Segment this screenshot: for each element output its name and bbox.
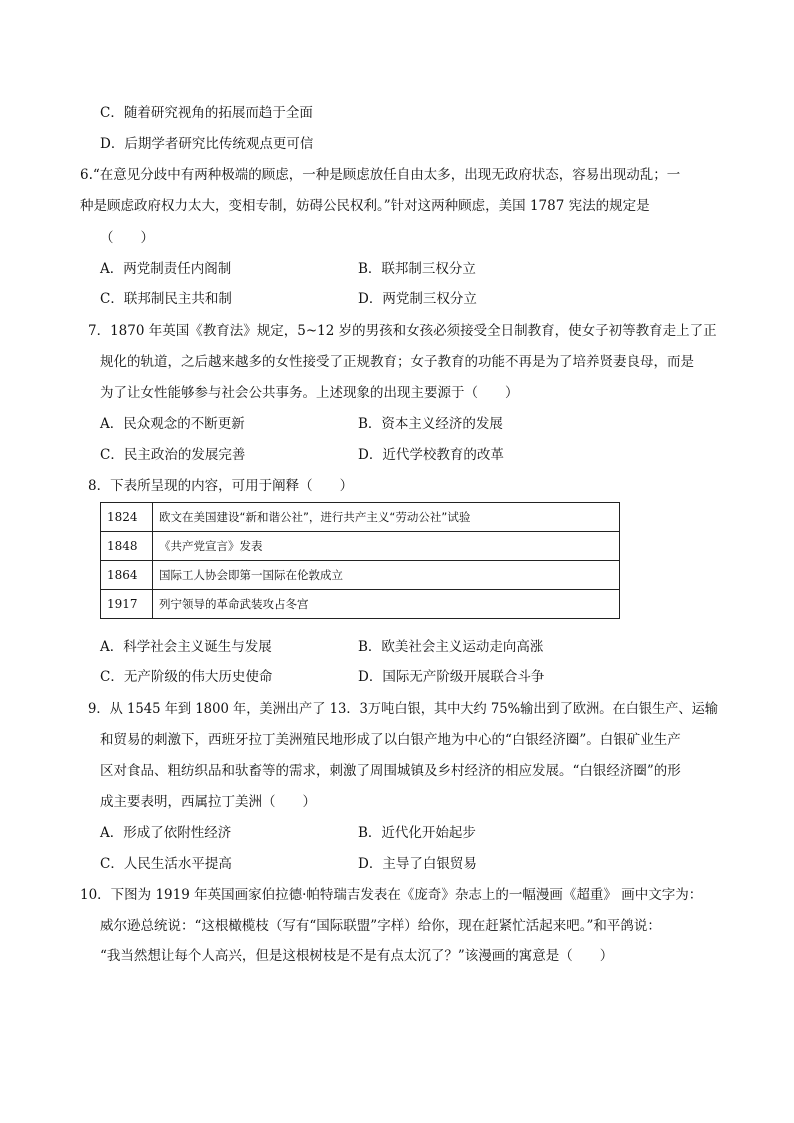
q6-option-d: D．两党制三权分立 xyxy=(358,291,477,307)
table-cell-event: 列宁领导的革命武装攻占冬宫 xyxy=(153,590,620,619)
q8-stem: 8．下表所呈现的内容，可用于阐释（ ） xyxy=(88,478,354,494)
q6-option-b: B．联邦制三权分立 xyxy=(358,261,476,277)
q8-timeline-table xyxy=(100,502,620,619)
q7-option-c: C．民主政治的发展完善 xyxy=(100,447,246,463)
q6-option-c: C．联邦制民主共和制 xyxy=(100,291,232,307)
q9-option-c: C．人民生活水平提高 xyxy=(100,856,232,872)
q9-stem-line-3: 区对食品、粗纺织品和驮畜等的需求，刺激了周围城镇及乡村经济的相应发展。“白银经济圈”的形 xyxy=(100,763,681,779)
table-row xyxy=(101,503,620,532)
q5-option-c: C．随着研究视角的拓展而趋于全面 xyxy=(100,105,313,121)
q9-stem-line-2: 和贸易的刺激下，西班牙拉丁美洲殖民地形成了以白银产地为中心的“白银经济圈”。白银矿业生产 xyxy=(100,732,681,748)
q10-stem-line-1: 10．下图为 1919 年英国画家伯拉德·帕特瑞吉发表在《庞奇》杂志上的一幅漫画《超重》 画中文字为： xyxy=(80,887,703,903)
q10-stem-line-3: “我当然想让每个人高兴，但是这根树枝是不是有点太沉了？”该漫画的寓意是（ ） xyxy=(100,948,614,964)
table-row xyxy=(101,561,620,590)
q9-option-a: A．形成了依附性经济 xyxy=(100,825,232,841)
table-cell-event: 《共产党宣言》发表 xyxy=(153,532,620,561)
q6-option-a: A．两党制责任内阁制 xyxy=(100,261,232,277)
q8-option-b: B．欧美社会主义运动走向高涨 xyxy=(358,639,544,655)
q9-stem-line-1: 9．从 1545 年到 1800 年，美洲出产了 13．3万吨白银，其中大约 75%输出到了欧洲。在白银生产、运输 xyxy=(88,701,718,717)
q8-option-c: C．无产阶级的伟大历史使命 xyxy=(100,669,273,685)
q7-option-d: D．近代学校教育的改革 xyxy=(358,447,504,463)
q7-stem-line-1: 7．1870 年英国《教育法》规定，5~12 岁的男孩和女孩必须接受全日制教育，使女子初等教育走上了正 xyxy=(88,323,717,339)
table-cell-event: 欧文在美国建设“新和谐公社”，进行共产主义“劳动公社”试验 xyxy=(153,503,620,532)
table-cell-year: 1848 xyxy=(101,532,153,561)
q5-option-d: D．后期学者研究比传统观点更可信 xyxy=(100,136,314,152)
q7-stem-line-3: 为了让女性能够参与社会公共事务。上述现象的出现主要源于（ ） xyxy=(100,385,519,401)
table-cell-year: 1824 xyxy=(101,503,153,532)
q7-option-b: B．资本主义经济的发展 xyxy=(358,416,503,432)
q6-stem-line-2: 种是顾虑政府权力太大，变相专制，妨碍公民权利。”针对这两种顾虑，美国 1787 宪法的规定是 xyxy=(80,198,650,214)
q6-stem-line-3: （ ） xyxy=(100,230,154,246)
q10-stem-line-2: 威尔逊总统说：“这根橄榄枝（写有“国际联盟”字样）给你，现在赶紧忙活起来吧。”和平鸽说： xyxy=(100,918,661,934)
table-row xyxy=(101,590,620,619)
q9-option-d: D．主导了白银贸易 xyxy=(358,856,477,872)
q8-option-d: D．国际无产阶级开展联合斗争 xyxy=(358,669,545,685)
table-cell-year: 1864 xyxy=(101,561,153,590)
q7-stem-line-2: 规化的轨道，之后越来越多的女性接受了正规教育；女子教育的功能不再是为了培养贤妻良母，而是 xyxy=(100,354,694,370)
q9-stem-line-4: 成主要表明，西属拉丁美洲（ ） xyxy=(100,794,316,810)
table-row xyxy=(101,532,620,561)
table-cell-event: 国际工人协会即第一国际在伦敦成立 xyxy=(153,561,620,590)
q9-option-b: B．近代化开始起步 xyxy=(358,825,476,841)
table-cell-year: 1917 xyxy=(101,590,153,619)
q6-stem-line-1: 6.“在意见分歧中有两种极端的顾虑，一种是顾虑放任自由太多，出现无政府状态，容易出现动乱；一 xyxy=(80,167,681,183)
q7-option-a: A．民众观念的不断更新 xyxy=(100,416,245,432)
q8-option-a: A．科学社会主义诞生与发展 xyxy=(100,639,272,655)
